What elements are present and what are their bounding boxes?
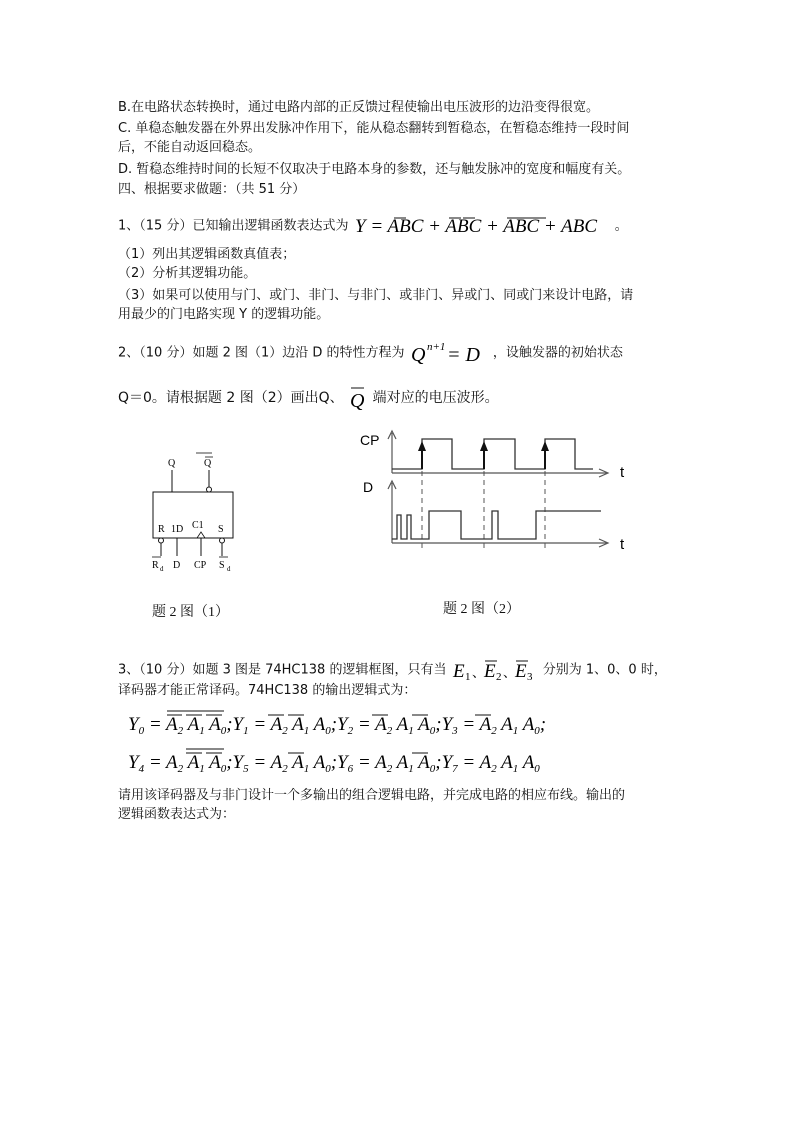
q2-line2a: Q＝0。请根据题 2 图（2）画出Q、 (118, 390, 344, 406)
ff-d-label: D (173, 560, 181, 571)
svg-text:E: E (452, 661, 465, 682)
wave-t2-label: t (620, 536, 625, 553)
decoder-equations-line1 (126, 706, 546, 738)
q2-intro: 2、（10 分）如题 2 图（1）边沿 D 的特性方程为 (118, 345, 405, 361)
q2-tail: ，设触发器的初始状态 (492, 345, 623, 361)
wave-d-label: D (363, 479, 374, 495)
svg-text:Y = ABC + ABC + ABC + ABC: Y = ABC + ABC + ABC + ABC (354, 216, 597, 237)
ff-q-label: Q (168, 458, 176, 469)
q3-tail: 分别为 1、0、0 时， (542, 662, 667, 678)
q3-line2: 译码器才能正常译码。74HC138 的输出逻辑式为： (118, 683, 417, 698)
ff-cp-label: CP (194, 560, 207, 571)
fig2-1-caption: 题 2 图（1） (152, 605, 229, 620)
qbar-symbol (348, 385, 368, 411)
q1-intro-line (118, 214, 628, 238)
ff-r-pin: R (158, 524, 165, 535)
wave-cp-label: CP (360, 432, 380, 448)
svg-text:2: 2 (495, 671, 502, 683)
wave-t1-label: t (620, 464, 625, 481)
section-4-title: 四、根据要求做题：（共 51 分） (118, 182, 306, 197)
ff-1d-pin: 1D (171, 524, 184, 535)
fig2-2-caption: 题 2 图（2） (443, 602, 520, 617)
svg-text:n+1: n+1 (426, 341, 446, 353)
svg-text:、: 、 (502, 666, 516, 681)
q2-intro-line (118, 341, 623, 365)
svg-text:Q: Q (350, 390, 365, 411)
ff-sd-sub: d (227, 565, 231, 573)
svg-text:Y0 = A2 A1 A0;Y1 = A2 A1 A0;Y2: $Y_0 = A_2$ $A_1$ $A_0;Y_1 = A_2$ $A_1$ $A_0;Y_2 = A_2$ $A_1$ $A_0;Y_3 = A_2$ $A_1$ $A_0$; (128, 714, 546, 737)
ff-c1-pin: C1 (192, 520, 204, 531)
q1-sub3-line2: 用最少的门电路实现 Y 的逻辑功能。 (118, 307, 330, 322)
ff-rd-sub: d (160, 565, 164, 573)
svg-text:Y4 = A2 A1 A0;Y5 = A2 A1 A0;Y6: $Y_4 = A_2$ $A_1$ $A_0;Y_5 = A_2$ $A_1$ $A_0;Y_6 = A_2$ $A_1$ $A_0;Y_7 = A_2$ $A_1$ $A_0$ (128, 752, 540, 775)
svg-text:E: E (483, 661, 496, 682)
svg-text:= D: = D (446, 344, 480, 365)
q1-sub3-line1: （3）如果可以使用与门、或门、非门、与非门、或非门、异或门、同或门来设计电路，请 (118, 288, 634, 303)
q2-characteristic-eq (409, 341, 489, 365)
q3-intro-line (118, 657, 667, 683)
choice-c-line1: C. 单稳态触发器在外界出发脉冲作用下，能从稳态翻转到暂稳态，在暂稳态维持一段时间 (118, 121, 630, 136)
ff-sd-label: S (219, 560, 225, 571)
decoder-equations-line2 (126, 744, 546, 776)
svg-text:、: 、 (471, 666, 485, 681)
svg-text:3: 3 (526, 671, 533, 683)
flip-flop-diagram (140, 450, 250, 580)
ff-rd-label: R (152, 560, 159, 571)
q1-intro: 1、（15 分）已知输出逻辑函数表达式为 (118, 218, 349, 234)
q3-intro: 3、（10 分）如题 3 图是 74HC138 的逻辑框图，只有当 (118, 662, 447, 678)
d-waveform (392, 511, 601, 539)
q1-end: 。 (614, 218, 628, 234)
svg-text:Q: Q (410, 344, 426, 365)
q3-line3: 请用该译码器及与非门设计一个多输出的组合逻辑电路，并完成电路的相应布线。输出的 (118, 788, 626, 803)
q1-sub1: （1）列出其逻辑函数真值表； (118, 247, 296, 262)
svg-text:1: 1 (464, 671, 471, 683)
choice-c-line2: 后，不能自动返回稳态。 (118, 140, 262, 155)
ff-qbar-label: Q (204, 458, 212, 469)
choice-d: D. 暂稳态维持时间的长短不仅取决于电路本身的参数，还与触发脉冲的宽度和幅度有关。 (118, 162, 631, 177)
svg-text:E: E (514, 661, 527, 682)
q2-line2 (118, 385, 499, 411)
q2-line2b: 端对应的电压波形。 (372, 390, 499, 406)
choice-b: B.在电路状态转换时，通过电路内部的正反馈过程使输出电压波形的边沿变得很宽。 (118, 100, 600, 115)
waveform-diagram (355, 425, 645, 555)
q1-sub2: （2）分析其逻辑功能。 (118, 266, 257, 281)
q1-formula (353, 214, 611, 238)
q3-enable-signals (451, 657, 539, 683)
q3-line4: 逻辑函数表达式为： (118, 807, 236, 822)
ff-s-pin: S (218, 524, 224, 535)
